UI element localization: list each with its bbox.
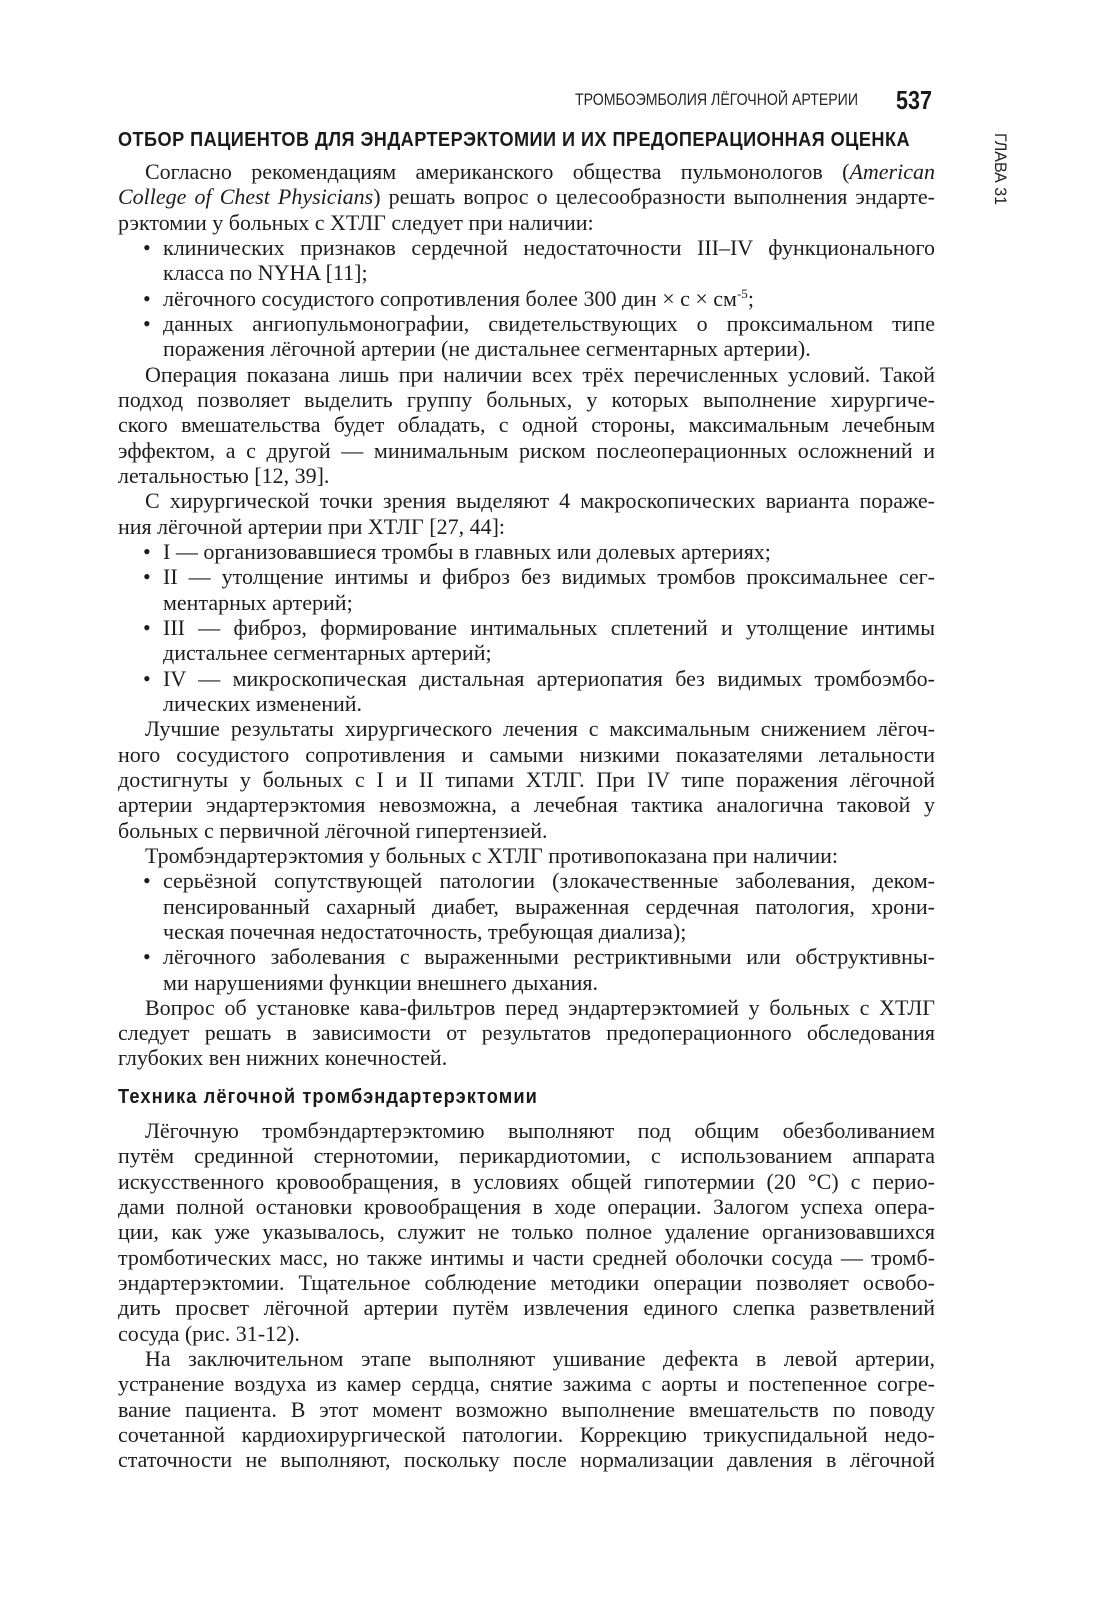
indications-list <box>118 235 935 362</box>
text-line: • III — фиброз, формирование интимальных сплетений и утолщение интимы <box>118 615 935 640</box>
list-item <box>118 615 935 666</box>
paragraph-technique-1 <box>118 1118 935 1346</box>
paragraph-results <box>118 716 935 843</box>
text-line: ми нарушениями функции внешнего дыхания. <box>163 969 598 995</box>
text-line: поражения лёгочной артерии (не дистальнее сегментарных артерии). <box>163 336 811 362</box>
text-line: глубоких вен нижних конечностей. <box>118 1045 448 1071</box>
variants-list <box>118 539 935 716</box>
text-line: С хирургической точки зрения выделяют 4 макроскопических варианта пораже- <box>145 488 935 514</box>
list-item <box>118 666 935 717</box>
paragraph-cava-filter <box>118 995 935 1071</box>
text-line <box>118 286 935 311</box>
text-line: • лёгочного заболевания с выраженными рестриктивными или обструктивны- <box>118 944 935 969</box>
text-line: • серьёзной сопутствующей патологии (злокачественные заболевания, деком- <box>118 868 935 893</box>
text-segment: ) решать вопрос о целесообразности выполнения эндарте- <box>373 184 935 210</box>
text-line: ментарных артерий; <box>163 589 353 615</box>
text-line: артерии эндартерэктомия невозможна, а лечебная тактика аналогична таковой у <box>118 792 935 818</box>
text-line: Операция показана лишь при наличии всех трёх перечисленных условий. Такой <box>145 361 935 387</box>
text-line: • клинических признаков сердечной недостаточности III–IV функционального <box>118 235 935 260</box>
section-body-technique <box>118 1118 935 1473</box>
text-line: ческая почечная недостаточность, требующая диализа); <box>163 918 687 944</box>
list-item <box>118 944 935 995</box>
text-line: класса по NYHA [11]; <box>163 260 368 286</box>
text-line: Вопрос об установке кава-фильтров перед эндартерэктомией у больных с ХТЛГ <box>145 994 935 1020</box>
text-line: эффектом, а с другой — минимальным риском послеоперационных осложнений и <box>118 437 935 463</box>
paragraph-intro <box>118 159 935 235</box>
list-item <box>118 311 935 362</box>
text-line: устранение воздуха из камер сердца, снятие зажима с аорты и постепенное согре- <box>118 1371 935 1397</box>
text-line: Тромбэндартерэктомия у больных с ХТЛГ противопоказана при наличии: <box>145 842 839 868</box>
list-item <box>118 539 935 564</box>
text-line: тромботических масс, но также интимы и части средней оболочки сосуда — тромб- <box>118 1244 935 1270</box>
text-line <box>118 184 935 209</box>
text-line: достигнуты у больных с I и II типами ХТЛГ. При IV типе поражения лёгочной <box>118 766 935 792</box>
contraindications-list <box>118 868 935 995</box>
text-line: ции, как уже указывалось, служит не только полное удаление организовавшихся <box>118 1219 935 1245</box>
subsection-heading: Техника лёгочной тромбэндартерэктомии <box>118 1086 538 1108</box>
paragraph-variants-intro <box>118 488 935 539</box>
section-heading: ОТБОР ПАЦИЕНТОВ ДЛЯ ЭНДАРТЕРЭКТОМИИ И ИХ ПРЕДОПЕРАЦИОННАЯ ОЦЕНКА <box>118 129 910 151</box>
list-item <box>118 868 935 944</box>
italic-text: American <box>849 159 935 184</box>
text-line: ского вмешательства будет обладать, с одной стороны, максимальным лечебным <box>118 412 935 438</box>
text-line: эндартерэктомии. Тщательное соблюдение методики операции позволяет освобо- <box>118 1269 935 1295</box>
superscript-exponent: -5 <box>736 285 748 301</box>
list-item <box>118 235 935 286</box>
text-line: летальностью [12, 39]. <box>118 462 330 488</box>
text-line: дить просвет лёгочной артерии путём извлечения единого слепка разветвлений <box>118 1295 935 1321</box>
text-line: лических изменений. <box>163 690 363 716</box>
text-line <box>118 159 935 184</box>
text-line: дами полной остановки кровообращения в ходе операции. Залогом успеха опера- <box>118 1193 935 1219</box>
text-segment: ; <box>747 285 754 311</box>
text-line: • данных ангиопульмонографии, свидетельствующих о проксимальном типе <box>118 311 935 336</box>
text-line: больных с первичной лёгочной гипертензией. <box>118 817 548 843</box>
text-line: ного сосудистого сопротивления и самыми низкими показателями летальности <box>118 741 935 767</box>
chapter-tab: ГЛАВА 31 <box>991 133 1010 205</box>
running-header-title: ТРОМБОЭМБОЛИЯ ЛЁГОЧНОЙ АРТЕРИИ <box>575 90 858 109</box>
text-line: следует решать в зависимости от результатов предоперационного обследования <box>118 1020 935 1046</box>
text-segment: Согласно рекомендациям американского общества пульмонологов ( <box>145 159 850 184</box>
text-line: искусственного кровообращения, в условиях общей гипотермии (20 °С) с перио- <box>118 1168 935 1194</box>
text-line: статочности не выполняют, поскольку после нормализации давления в лёгочной <box>118 1447 935 1473</box>
text-line: • IV — микроскопическая дистальная артериопатия без видимых тромбоэмбо- <box>118 666 935 691</box>
text-segment: лёгочного сосудистого сопротивления более 300 дин × с × см <box>163 285 737 311</box>
text-line: вание пациента. В этот момент возможно выполнение вмешательств по поводу <box>118 1396 935 1422</box>
text-line: путём срединной стернотомии, перикардиотомии, с использованием аппарата <box>118 1143 935 1169</box>
italic-text: College of Chest Physicians <box>118 184 374 210</box>
text-line: пенсированный сахарный диабет, выраженная сердечная патология, хрони- <box>163 893 935 919</box>
text-line: На заключительном этапе выполняют ушивание дефекта в левой артерии, <box>145 1345 935 1371</box>
text-line: сосуда (рис. 31-12). <box>118 1320 300 1346</box>
paragraph-technique-2 <box>118 1346 935 1473</box>
text-line: подход позволяет выделить группу больных, у которых выполнение хирургиче- <box>118 386 935 412</box>
paragraph-rationale <box>118 362 935 489</box>
text-line: ния лёгочной артерии при ХТЛГ [27, 44]: <box>118 513 506 539</box>
page-number: 537 <box>896 85 932 115</box>
paragraph-contraindications-intro <box>118 843 935 868</box>
text-line: Лучшие результаты хирургического лечения с максимальным снижением лёгоч- <box>145 716 935 742</box>
list-item <box>118 564 935 615</box>
text-line: дистальнее сегментарных артерий; <box>163 640 492 666</box>
text-line: сочетанной кардиохирургической патологии. Коррекцию трикуспидальной недо- <box>118 1421 935 1447</box>
text-line: Лёгочную тромбэндартерэктомию выполняют под общим обезболиванием <box>145 1118 935 1143</box>
section-body-selection <box>118 159 935 1071</box>
list-item <box>118 286 935 311</box>
text-line: • I — организовавшиеся тромбы в главных или долевых артериях; <box>118 539 935 564</box>
text-line: • II — утолщение интимы и фиброз без видимых тромбов проксимальнее сег- <box>118 564 935 589</box>
text-line: рэктомии у больных с ХТЛГ следует при наличии: <box>118 209 594 235</box>
